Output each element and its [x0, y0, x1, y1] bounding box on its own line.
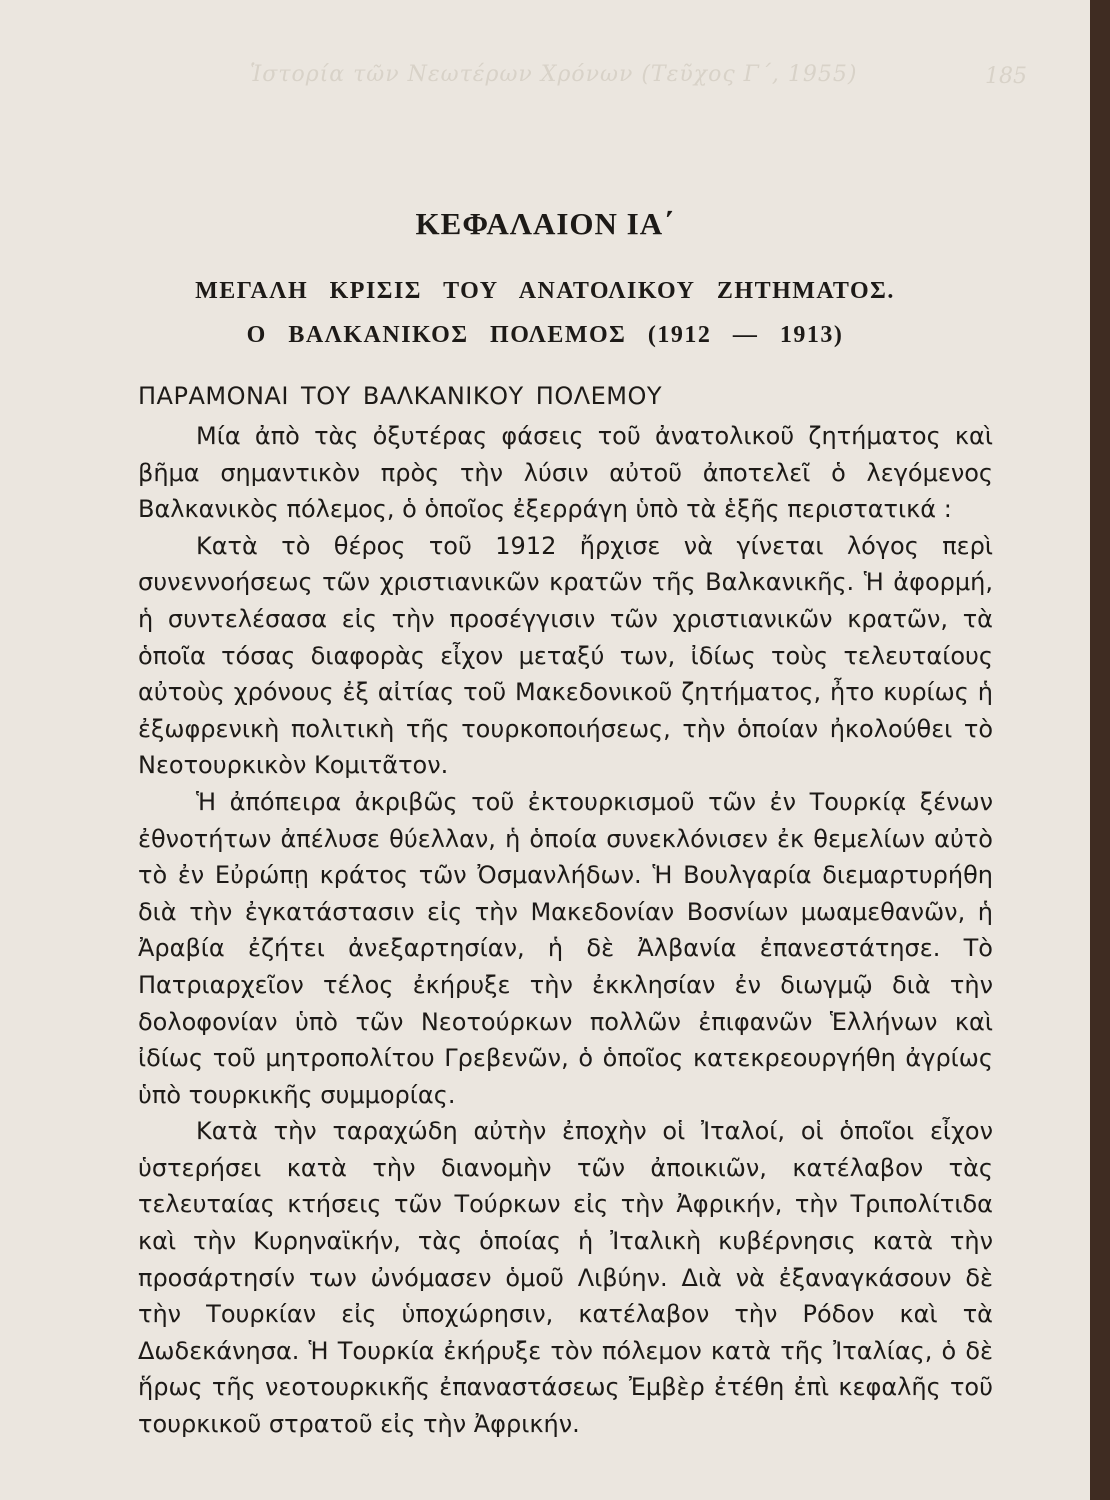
chapter-subtitle-line-2: Ο ΒΑΛΚΑΝΙΚΟΣ ΠΟΛΕΜΟΣ (1912 — 1913): [246, 322, 844, 348]
book-spine-edge: [1090, 0, 1110, 1500]
paragraph: Κατὰ τὴν ταραχώδη αὐτὴν ἐποχὴν οἱ Ἰταλοί, οἱ ὁποῖοι εἶχον ὑστερήσει κατὰ τὴν διανομὴν τῶν ἀποικιῶν, κατέλαβον τὰς τελευταίας κτήσεις τῶν Τούρκων εἰς τὴν Ἀφρικήν, τὴν Τριπολίτιδα καὶ τὴν Κυρηναϊκήν, τὰς ὁποίας ἡ Ἰταλικὴ κυβέρνησις κατὰ τὴν προσάρτησίν των ὠνόμασεν ὁμοῦ Λιβύην. Διὰ νὰ ἐξαναγκάσουν δὲ τὴν Τουρκίαν εἰς ὑποχώρησιν, κατέλαβον τὴν Ρόδον καὶ τὰ Δωδεκάνησα. Ἡ Τουρκία ἐκήρυξε τὸν πόλεμον κατὰ τῆς Ἰταλίας, ὁ δὲ ἥρως τῆς νεοτουρκικῆς ἐπαναστάσεως Ἐμβὲρ ἐτέθη ἐπὶ κεφαλῆς τοῦ τουρκικοῦ στρατοῦ εἰς τὴν Ἀφρικήν.: [138, 1117, 993, 1439]
bleed-through-running-title: Ἱστορία τῶν Νεωτέρων Χρόνων (Τεῦχος Γ΄, 1955): [250, 62, 858, 87]
body-text: [138, 418, 993, 1443]
chapter-subtitle-line-1: ΜΕΓΑΛΗ ΚΡΙΣΙΣ ΤΟΥ ΑΝΑΤΟΛΙΚΟΥ ΖΗΤΗΜΑΤΟΣ.: [195, 278, 895, 304]
bleed-through-page-number: 185: [985, 64, 1027, 89]
paragraph: Κατὰ τὸ θέρος τοῦ 1912 ἤρχισε νὰ γίνεται λόγος περὶ συνεννοήσεως τῶν χριστιανικῶν κρατῶν τῆς Βαλκανικῆς. Ἡ ἀφορμή, ἡ συντελέσασα εἰς τὴν προσέγγισιν τῶν χριστιανικῶν κρατῶν, τὰ ὁποῖα τόσας διαφορὰς εἶχον μεταξύ των, ἰδίως τοὺς τελευταίους αὐτοὺς χρόνους ἐξ αἰτίας τοῦ Μακεδονικοῦ ζητήματος, ἦτο κυρίως ἡ ἐξωφρενικὴ πολιτικὴ τῆς τουρκοποιήσεως, τὴν ὁποίαν ἠκολούθει τὸ Νεοτουρκικὸν Κομιτᾶτον.: [138, 531, 993, 780]
bleed-through-header: [0, 0, 1090, 200]
section-heading: ΠΑΡΑΜΟΝΑΙ ΤΟΥ ΒΑΛΚΑΝΙΚΟΥ ΠΟΛΕΜΟΥ: [138, 382, 663, 410]
paragraph: Ἡ ἀπόπειρα ἀκριβῶς τοῦ ἐκτουρκισμοῦ τῶν ἐν Τουρκίᾳ ξένων ἐθνοτήτων ἀπέλυσε θύελλαν, ἡ ὁποία συνεκλόνισεν ἐκ θεμελίων αὐτὸ τὸ ἐν Εὐρώπῃ κράτος τῶν Ὀσμανλήδων. Ἡ Βουλγαρία διεμαρτυρήθη διὰ τὴν ἐγκατάστασιν εἰς τὴν Μακεδονίαν Βοσνίων μωαμεθανῶν, ἡ Ἀραβία ἐζήτει ἀνεξαρτησίαν, ἡ δὲ Ἀλβανία ἐπανεστάτησε. Τὸ Πατριαρχεῖον τέλος ἐκήρυξε τὴν ἐκκλησίαν ἐν διωγμῷ διὰ τὴν δολοφονίαν ὑπὸ τῶν Νεοτούρκων πολλῶν ἐπιφανῶν Ἑλλήνων καὶ ἰδίως τοῦ μητροπολίτου Γρεβενῶν, ὁ ὁποῖος κατεκρεουργήθη ἀγρίως ὑπὸ τουρκικῆς συμμορίας.: [138, 787, 993, 1109]
paragraph: Μία ἀπὸ τὰς ὀξυτέρας φάσεις τοῦ ἀνατολικοῦ ζητήματος καὶ βῆμα σημαντικὸν πρὸς τὴν λύσιν αὐτοῦ ἀποτελεῖ ὁ λεγόμενος Βαλκανικὸς πόλεμος, ὁ ὁποῖος ἐξερράγη ὑπὸ τὰ ἑξῆς περιστατικά :: [138, 422, 993, 524]
chapter-title: ΚΕΦΑΛΑΙΟΝ ΙΑ΄: [415, 206, 675, 241]
